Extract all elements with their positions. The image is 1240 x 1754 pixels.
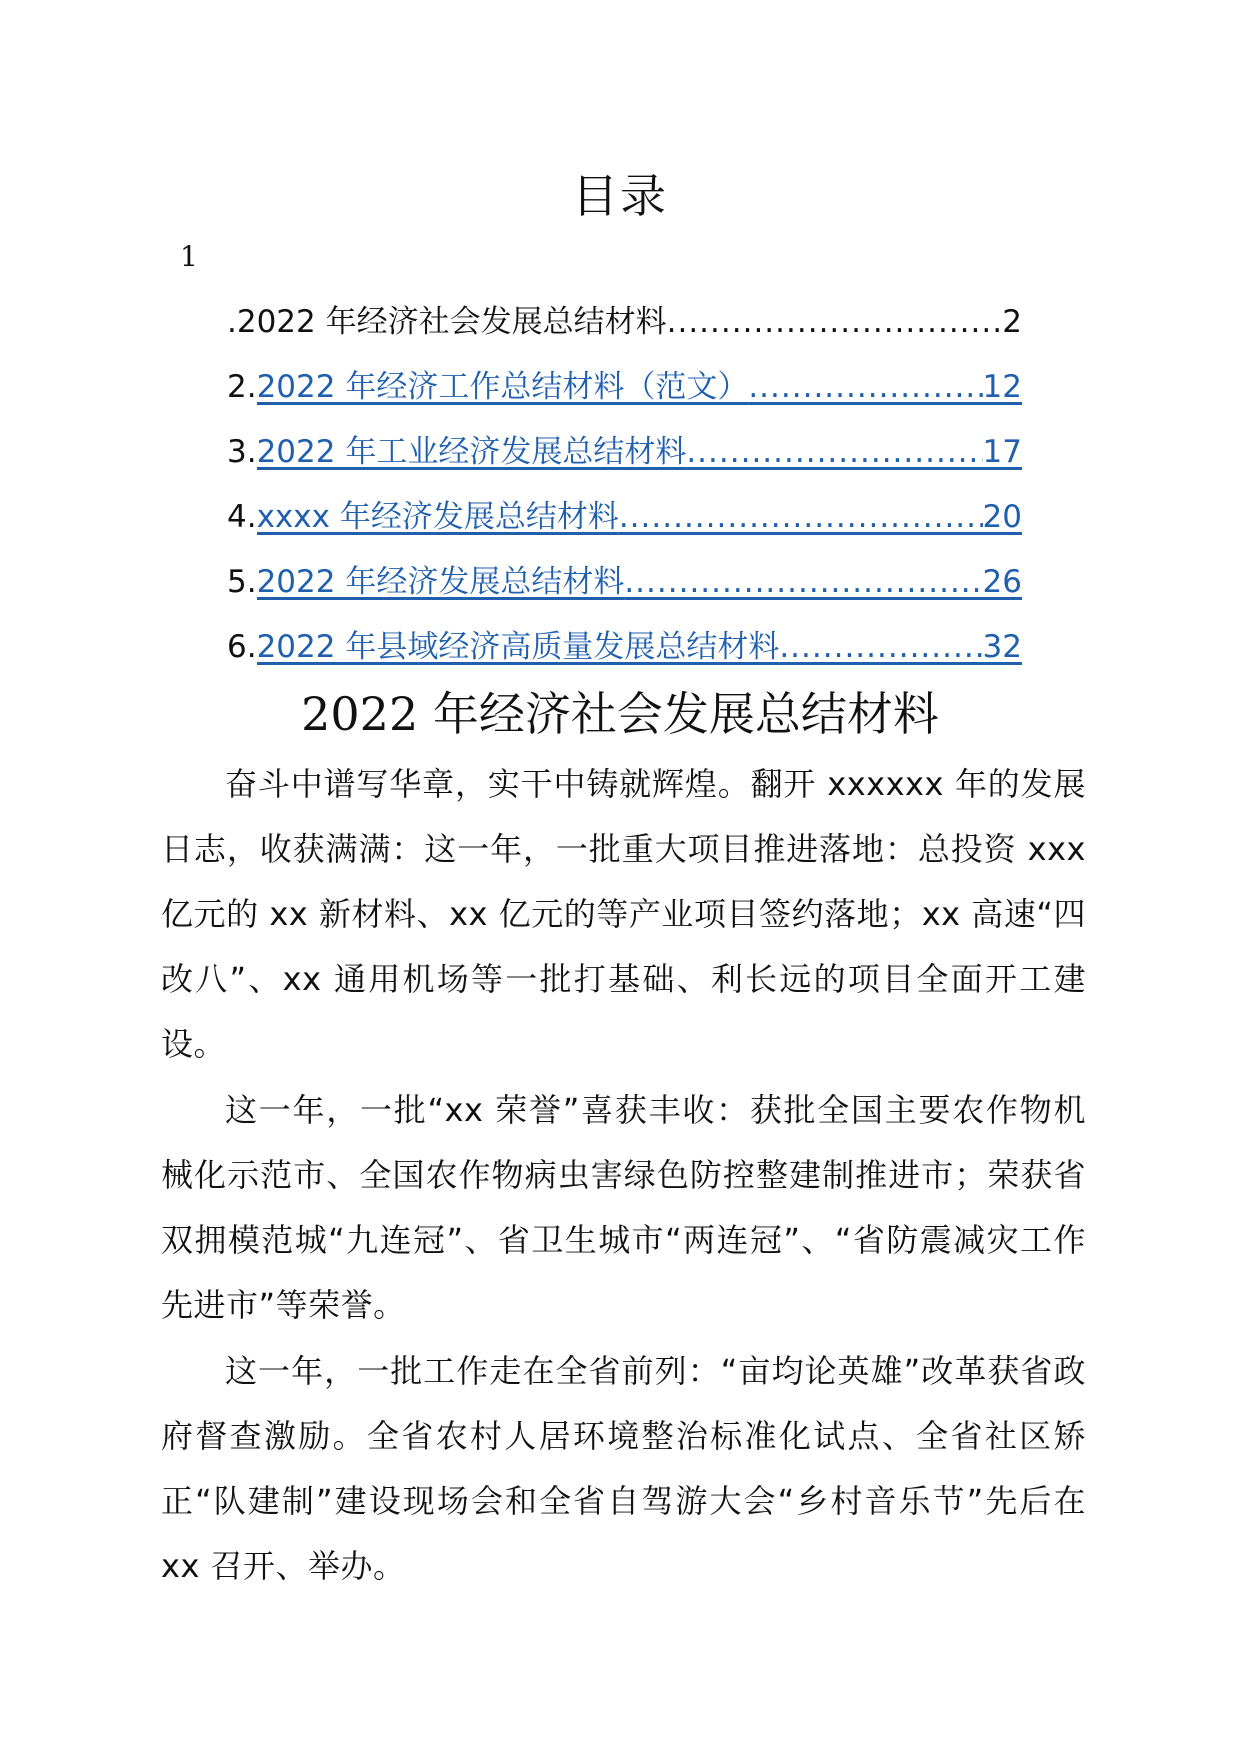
toc-item-link[interactable]	[257, 495, 1022, 539]
toc-item-link[interactable]	[257, 365, 1022, 409]
toc-item-number: 2.	[227, 369, 257, 405]
toc-item-number: 5.	[227, 564, 257, 600]
toc-item-entry	[237, 300, 1022, 344]
toc-item-number: .	[227, 304, 237, 340]
document-title: 2022 年经济社会发展总结材料	[301, 687, 939, 741]
toc-dot-leader	[748, 365, 982, 409]
toc-dot-leader	[624, 560, 982, 604]
toc-item-text: 2022 年经济社会发展总结材料	[236, 304, 667, 340]
body-paragraph: 这一年，一批“xx 荣誉”喜获丰收：获批全国主要农作物机械化示范市、全国农作物病虫害绿色防控整建制推进市；荣获省双拥模范城“九连冠”、省卫生城市“两连冠”、“省防震减灾工作先进市”等荣誉。	[161, 1091, 1086, 1324]
toc-title: 目录	[572, 169, 668, 223]
body-paragraph: 这一年，一批工作走在全省前列：“亩均论英雄”改革获省政府督查激励。全省农村人居环境整治标准化试点、全省社区矫正“队建制”建设现场会和全省自驾游大会“乡村音乐节”先后在 xx 召开、举办。	[161, 1352, 1086, 1585]
toc-item-page: 12	[982, 369, 1022, 405]
toc-lead-number: 1	[180, 240, 198, 273]
toc-dot-leader	[619, 495, 983, 539]
toc-item	[227, 560, 1022, 625]
toc-item-page: 26	[982, 564, 1022, 600]
toc-item-link[interactable]	[257, 430, 1022, 474]
toc-item-page: 32	[982, 629, 1022, 665]
toc-dot-leader	[667, 300, 1003, 344]
toc-dot-leader	[686, 430, 982, 474]
toc-item-page: 20	[982, 499, 1022, 535]
toc-item	[227, 300, 1022, 365]
toc-item-link[interactable]	[257, 625, 1022, 669]
toc-item	[227, 625, 1022, 690]
body-paragraph: 奋斗中谱写华章，实干中铸就辉煌。翻开 xxxxxx 年的发展日志，收获满满：这一年，一批重大项目推进落地：总投资 xxx 亿元的 xx 新材料、xx 亿元的等产业项目签约落地；xx 高速“四改八”、xx 通用机场等一批打基础、利长远的项目全面开工建设。	[161, 765, 1086, 1063]
toc-item	[227, 365, 1022, 430]
toc-item-number: 3.	[227, 434, 257, 470]
toc-dot-leader	[779, 625, 982, 669]
toc-item-page: 17	[982, 434, 1022, 470]
toc-item-text: 2022 年县域经济高质量发展总结材料	[256, 629, 780, 665]
toc-list	[227, 300, 1022, 690]
toc-item-text: 2022 年经济发展总结材料	[256, 564, 625, 600]
document-body	[161, 752, 1086, 1600]
toc-item-number: 6.	[227, 629, 257, 665]
toc-item-text: 2022 年经济工作总结材料（范文）	[256, 369, 749, 405]
toc-item	[227, 495, 1022, 560]
toc-item-text: 2022 年工业经济发展总结材料	[256, 434, 687, 470]
toc-item-text: xxxx 年经济发展总结材料	[256, 499, 619, 535]
toc-item-number: 4.	[227, 499, 257, 535]
toc-item	[227, 430, 1022, 495]
toc-item-page: 2	[1002, 304, 1022, 340]
toc-item-link[interactable]	[257, 560, 1022, 604]
